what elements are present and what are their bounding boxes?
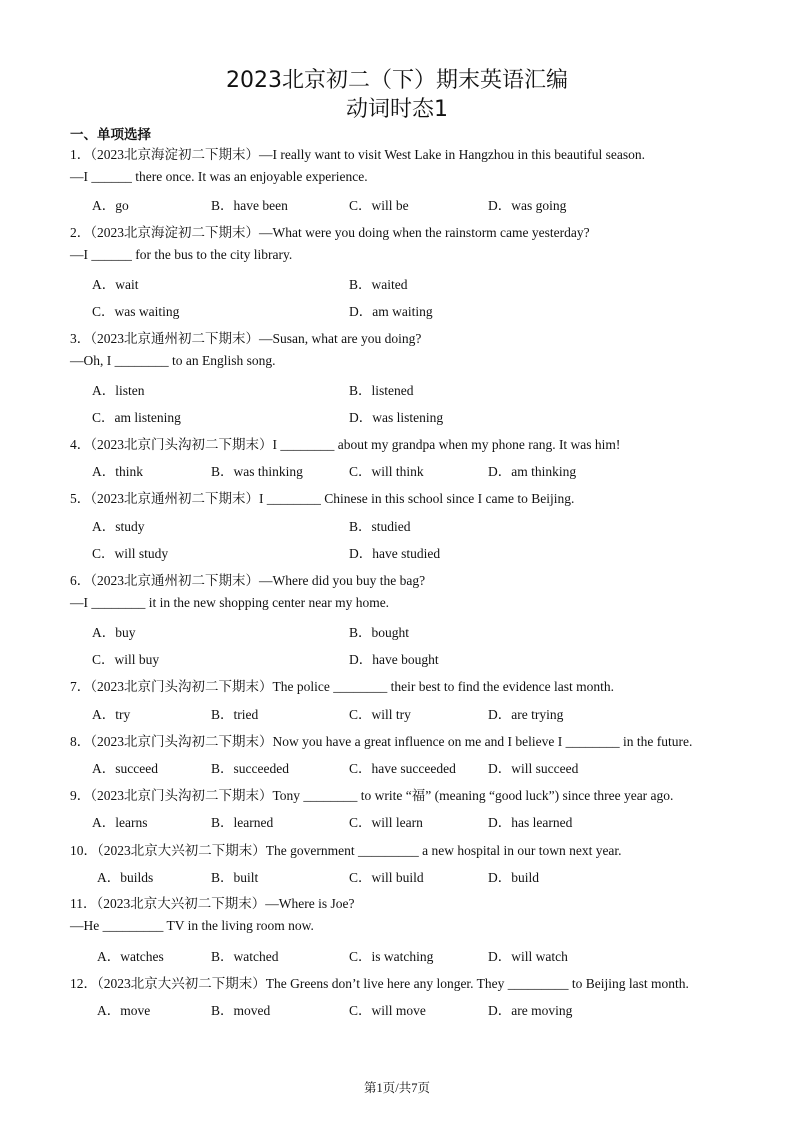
question-2-option-b: B．waited [349,277,408,292]
question-4-option-c: C．will think [349,464,424,479]
question-5-option-c: C．will study [92,546,169,561]
question-6-stem: —I ________ it in the new shopping center near my home. [70,595,390,610]
question-11-option-c: C．is watching [349,949,434,964]
question-8-option-d: D．will succeed [488,761,579,776]
question-12-option-a: A．move [97,1003,151,1018]
question-5-stem: 5．（2023北京通州初二下期末）I ________ Chinese in this school since I came to Beijing. [70,491,575,506]
question-6-option-b: B．bought [349,625,410,640]
question-12-option-b: B．moved [211,1003,271,1018]
question-9-stem: 9．（2023北京门头沟初二下期末）Tony ________ to write “福” (meaning “good luck”) since three year ago. [70,788,674,803]
question-11-option-a: A．watches [97,949,164,964]
question-4-option-b: B．was thinking [211,464,303,479]
question-2-option-c: C．was waiting [92,304,180,319]
question-1-stem: —I ______ there once. It was an enjoyable experience. [70,169,368,184]
question-2-stem: 2．（2023北京海淀初二下期末）—What were you doing when the rainstorm came yesterday? [70,225,590,240]
question-7-option-a: A．try [92,707,131,722]
question-1-option-b: B．have been [211,198,288,213]
page-subtitle: 动词时态1 [346,97,448,122]
question-4-option-a: A．think [92,464,144,479]
question-7-option-c: C．will try [349,707,411,722]
question-9-option-b: B．learned [211,815,274,830]
question-3-option-b: B．listened [349,383,414,398]
question-8-option-b: B．succeeded [211,761,289,776]
question-12-option-d: D．are moving [488,1003,573,1018]
section-heading: 一、单项选择 [70,127,151,143]
question-6-option-d: D．have bought [349,652,439,667]
question-2-option-d: D．am waiting [349,304,433,319]
question-12-stem: 12．（2023北京大兴初二下期末）The Greens don’t live here any longer. They _________ to Beijing last month. [70,976,689,991]
question-7-option-b: B．tried [211,707,259,722]
question-11-option-b: B．watched [211,949,279,964]
question-3-stem: 3．（2023北京通州初二下期末）—Susan, what are you doing? [70,331,422,346]
question-3-option-d: D．was listening [349,410,444,425]
question-10-stem: 10．（2023北京大兴初二下期末）The government _________ a new hospital in our town next year. [70,843,622,858]
question-1-option-c: C．will be [349,198,409,213]
question-1-option-d: D．was going [488,198,567,213]
question-7-stem: 7．（2023北京门头沟初二下期末）The police ________ their best to find the evidence last month. [70,679,615,694]
question-8-option-c: C．have succeeded [349,761,456,776]
question-12-option-c: C．will move [349,1003,426,1018]
question-1-stem: 1．（2023北京海淀初二下期末）—I really want to visit West Lake in Hangzhou in this beautiful season. [70,147,645,162]
question-9-option-c: C．will learn [349,815,423,830]
question-3-option-a: A．listen [92,383,145,398]
question-10-option-c: C．will build [349,870,424,885]
question-4-stem: 4．（2023北京门头沟初二下期末）I ________ about my grandpa when my phone rang. It was him! [70,437,621,452]
question-10-option-d: D．build [488,870,540,885]
question-6-option-a: A．buy [92,625,136,640]
question-2-stem: —I ______ for the bus to the city library. [70,247,293,262]
question-5-option-b: B．studied [349,519,411,534]
question-7-option-d: D．are trying [488,707,564,722]
question-6-stem: 6．（2023北京通州初二下期末）—Where did you buy the bag? [70,573,426,588]
question-11-stem: 11．（2023北京大兴初二下期末）—Where is Joe? [70,896,355,911]
page-number: 第1页/共7页 [364,1081,430,1095]
question-10-option-b: B．built [211,870,259,885]
page-title: 2023北京初二（下）期末英语汇编 [226,68,568,93]
question-4-option-d: D．am thinking [488,464,577,479]
question-11-stem: —He _________ TV in the living room now. [70,918,314,933]
question-2-option-a: A．wait [92,277,139,292]
question-9-option-a: A．learns [92,815,148,830]
question-8-stem: 8．（2023北京门头沟初二下期末）Now you have a great influence on me and I believe I ________ in the future. [70,734,693,749]
question-6-option-c: C．will buy [92,652,160,667]
question-5-option-a: A．study [92,519,145,534]
question-3-stem: —Oh, I ________ to an English song. [70,353,276,368]
question-5-option-d: D．have studied [349,546,441,561]
question-8-option-a: A．succeed [92,761,158,776]
question-10-option-a: A．builds [97,870,154,885]
question-9-option-d: D．has learned [488,815,573,830]
question-11-option-d: D．will watch [488,949,568,964]
question-1-option-a: A．go [92,198,129,213]
question-3-option-c: C．am listening [92,410,181,425]
